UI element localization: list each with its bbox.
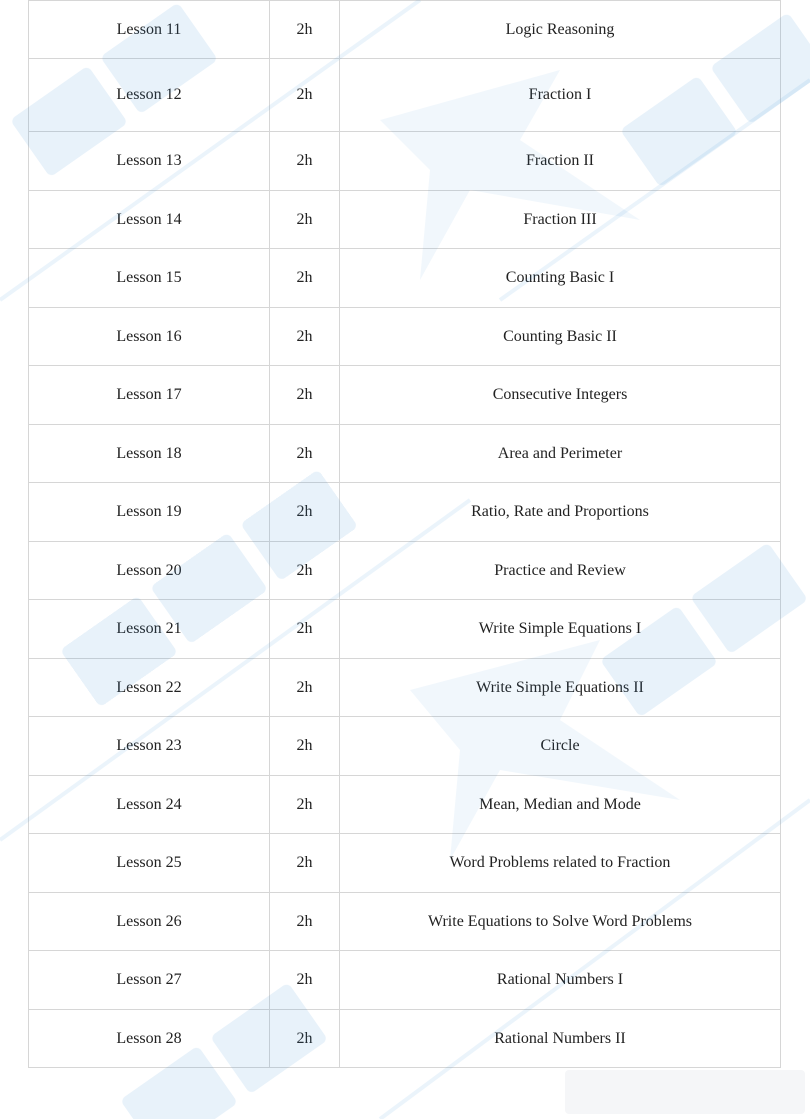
table-row xyxy=(28,1010,781,1068)
lesson-table xyxy=(28,0,781,1068)
lesson-cell: Lesson 18 xyxy=(29,425,270,482)
topic-cell: Circle xyxy=(540,737,580,754)
table-row xyxy=(28,366,781,425)
lesson-cell: Lesson 16 xyxy=(29,308,270,365)
lesson-cell: Lesson 22 xyxy=(29,659,270,716)
lesson-cell: Lesson 21 xyxy=(29,600,270,658)
topic-cell: Write Simple Equations I xyxy=(478,620,642,637)
topic-cell: Fraction I xyxy=(528,86,592,103)
topic-cell: Counting Basic I xyxy=(505,269,615,286)
footer-overlay xyxy=(565,1070,805,1114)
hours-cell: 2h xyxy=(270,600,340,658)
table-row xyxy=(28,483,781,542)
hours-cell: 2h xyxy=(270,132,340,190)
table-row xyxy=(28,308,781,366)
topic-cell: Logic Reasoning xyxy=(505,20,615,38)
hours-cell: 2h xyxy=(270,951,340,1009)
topic-cell: Write Simple Equations II xyxy=(476,678,644,696)
hours-cell: 2h xyxy=(270,59,340,131)
lesson-cell: Lesson 17 xyxy=(29,366,270,424)
lesson-cell: Lesson 20 xyxy=(29,542,270,599)
table-row xyxy=(28,0,781,59)
lesson-cell: Lesson 26 xyxy=(29,893,270,950)
table-row xyxy=(28,893,781,951)
hours-cell: 2h xyxy=(270,308,340,365)
hours-cell: 2h xyxy=(270,717,340,775)
table-row xyxy=(28,600,781,659)
hours-cell: 2h xyxy=(270,893,340,950)
lesson-cell: Lesson 27 xyxy=(29,951,270,1009)
hours-cell: 2h xyxy=(270,1,340,58)
topic-cell: Counting Basic II xyxy=(503,327,617,345)
hours-cell: 2h xyxy=(270,366,340,424)
table-row xyxy=(28,132,781,191)
lesson-cell: Lesson 24 xyxy=(29,776,270,833)
table-row xyxy=(28,542,781,600)
topic-cell: Consecutive Integers xyxy=(492,386,628,403)
hours-cell: 2h xyxy=(270,659,340,716)
table-row xyxy=(28,249,781,308)
lesson-cell: Lesson 12 xyxy=(29,59,270,131)
table-row xyxy=(28,776,781,834)
hours-cell: 2h xyxy=(270,542,340,599)
hours-cell: 2h xyxy=(270,834,340,892)
lesson-cell: Lesson 11 xyxy=(29,1,270,58)
table-row xyxy=(28,191,781,249)
lesson-cell: Lesson 14 xyxy=(29,191,270,248)
topic-cell: Area and Perimeter xyxy=(497,444,623,462)
hours-cell: 2h xyxy=(270,249,340,307)
topic-cell: Mean, Median and Mode xyxy=(479,795,641,813)
table-row xyxy=(28,717,781,776)
hours-cell: 2h xyxy=(270,191,340,248)
hours-cell: 2h xyxy=(270,483,340,541)
hours-cell: 2h xyxy=(270,1010,340,1067)
topic-cell: Ratio, Rate and Proportions xyxy=(471,503,649,520)
topic-cell: Rational Numbers II xyxy=(494,1029,626,1047)
table-row xyxy=(28,834,781,893)
topic-cell: Word Problems related to Fraction xyxy=(449,854,671,871)
topic-cell: Practice and Review xyxy=(494,561,626,579)
lesson-cell: Lesson 23 xyxy=(29,717,270,775)
topic-cell: Fraction III xyxy=(523,210,597,228)
lesson-cell: Lesson 28 xyxy=(29,1010,270,1067)
topic-cell: Fraction II xyxy=(526,152,594,169)
topic-cell: Rational Numbers I xyxy=(496,971,624,988)
table-row xyxy=(28,659,781,717)
topic-cell: Write Equations to Solve Word Problems xyxy=(428,912,692,930)
hours-cell: 2h xyxy=(270,776,340,833)
lesson-cell: Lesson 19 xyxy=(29,483,270,541)
lesson-cell: Lesson 13 xyxy=(29,132,270,190)
table-row xyxy=(28,951,781,1010)
lesson-cell: Lesson 15 xyxy=(29,249,270,307)
lesson-cell: Lesson 25 xyxy=(29,834,270,892)
table-row xyxy=(28,59,781,132)
table-row xyxy=(28,425,781,483)
hours-cell: 2h xyxy=(270,425,340,482)
